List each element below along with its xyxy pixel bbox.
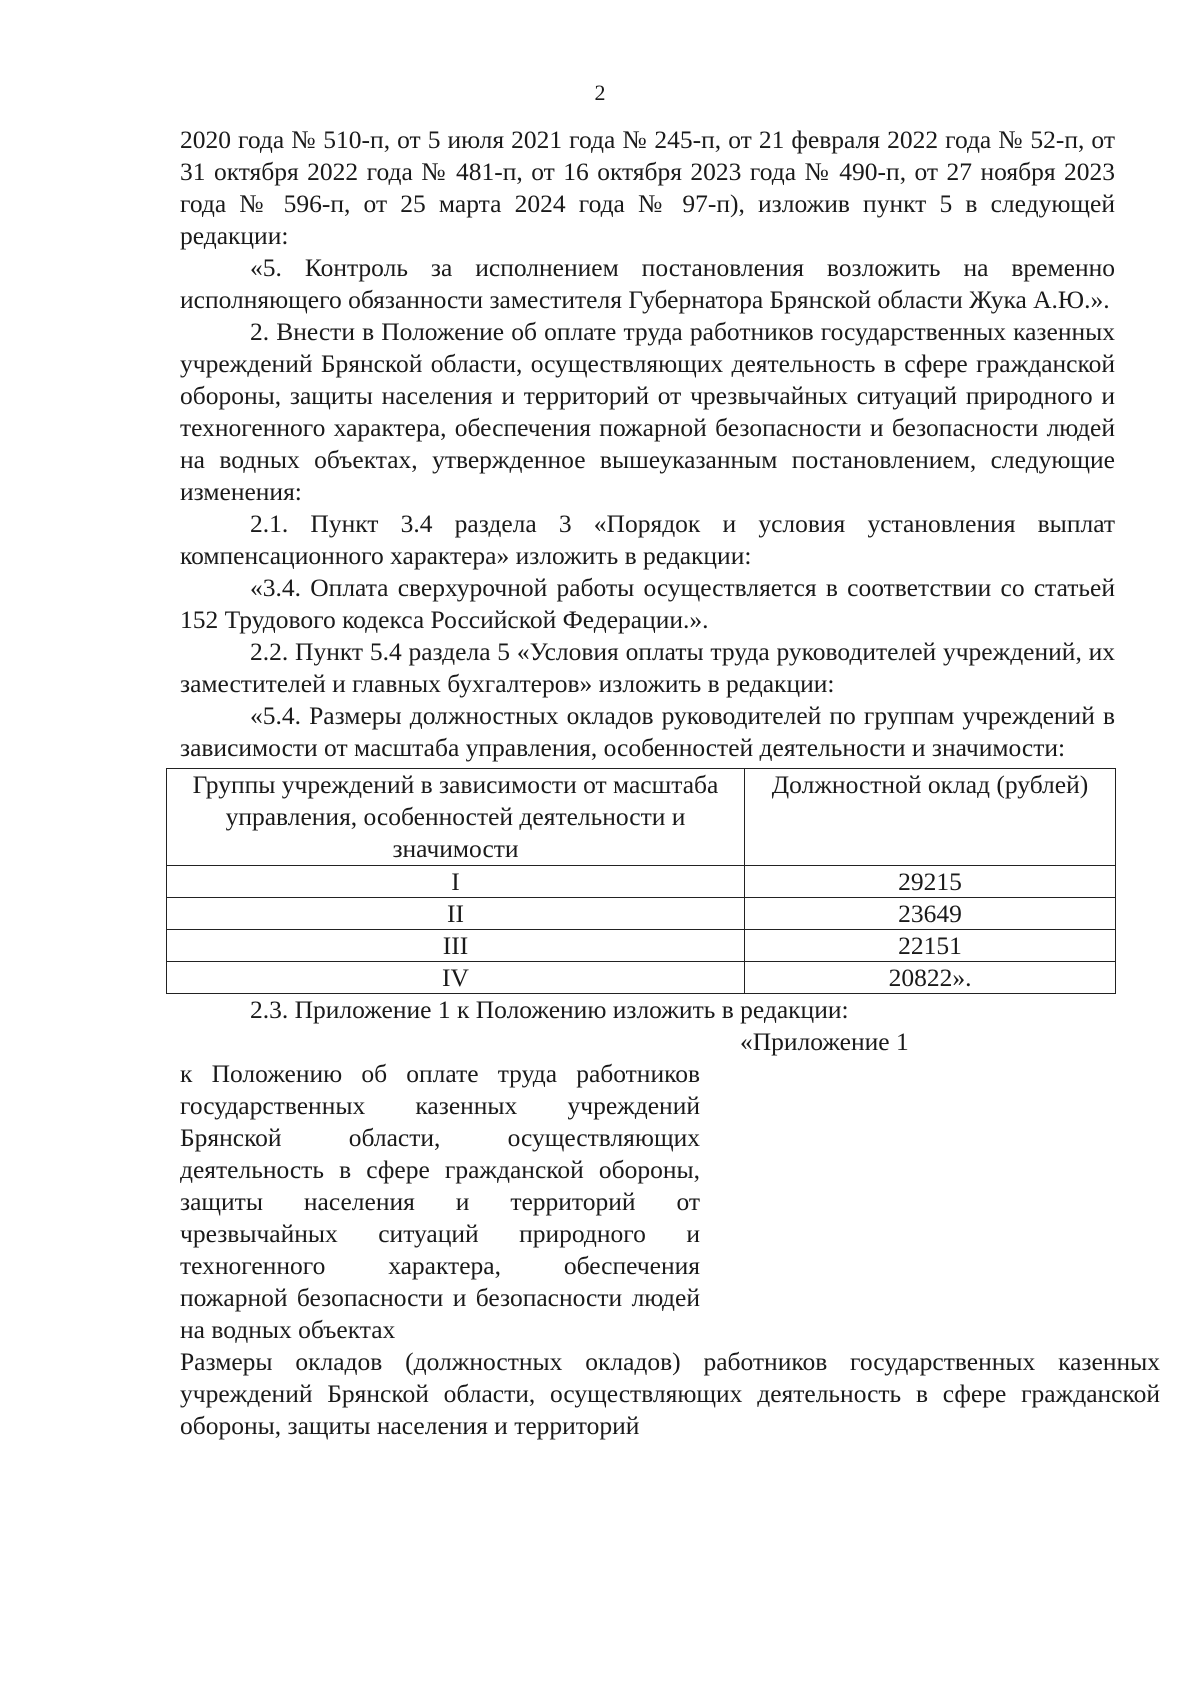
paragraph-control-clause: «5. Контроль за исполнением постановления возложить на временно исполняющего обязанности заместителя Губернатора Брянской области Жука А.Ю.». [180, 253, 1115, 314]
salary-table [166, 768, 1116, 994]
paragraph-section-2-3: 2.3. Приложение 1 к Положению изложить в редакции: [250, 995, 849, 1024]
table-row [167, 866, 1116, 898]
appendix-title: «Приложение 1 [740, 1027, 909, 1056]
table-header-row [167, 769, 1116, 866]
paragraph-section-2-2: 2.2. Пункт 5.4 раздела 5 «Условия оплаты труда руководителей учреждений, их заместителей и главных бухгалтеров» изложить в редакции: [180, 637, 1115, 698]
table-header-groups: Группы учреждений в зависимости от масштаба управления, особенностей деятельности и значимости [167, 769, 745, 866]
section-heading: Размеры окладов (должностных окладов) работников государственных казенных учреждений Брянской области, осуществляющих деятельность в сфере гражданской обороны, защиты населения и территорий [180, 1347, 1160, 1440]
table-cell-salary: 20822». [745, 962, 1116, 994]
paragraph-clause-5-4: «5.4. Размеры должностных окладов руководителей по группам учреждений в зависимости от масштаба управления, особенностей деятельности и значимости: [180, 701, 1115, 762]
table-cell-group: III [167, 930, 745, 962]
paragraph-section-2: 2. Внести в Положение об оплате труда работников государственных казенных учреждений Брянской области, осуществляющих деятельность в сфере гражданской обороны, защиты населения и территорий от чрезвычайных ситуаций природного и техногенного характера, обеспечения пожарной безопасности и безопасности людей на водных объектах, утвержденное вышеуказанным постановлением, следующие изменения: [180, 317, 1115, 506]
table-cell-salary: 29215 [745, 866, 1116, 898]
paragraph-section-2-1: 2.1. Пункт 3.4 раздела 3 «Порядок и условия установления выплат компенсационного характера» изложить в редакции: [180, 509, 1115, 570]
appendix-text: к Положению об оплате труда работников государственных казенных учреждений Брянской области, осуществляющих деятельность в сфере гражданской обороны, защиты населения и территорий от чрезвычайных ситуаций природного и техногенного характера, обеспечения пожарной безопасности и безопасности людей на водных объектах [180, 1059, 700, 1344]
document-body [180, 124, 1160, 1442]
table-cell-salary: 22151 [745, 930, 1116, 962]
table-header-salary: Должностной оклад (рублей) [745, 769, 1116, 866]
table-cell-group: I [167, 866, 745, 898]
paragraph-amendments-list: 2020 года № 510-п, от 5 июля 2021 года № 245-п, от 21 февраля 2022 года № 52-п, от 31 октября 2022 года № 481-п, от 16 октября 2023 года № 490-п, от 27 ноября 2023 года № 596-п, от 25 марта 2024 года № 97-п), изложив пункт 5 в следующей редакции: [180, 125, 1115, 250]
table-row [167, 962, 1116, 994]
table-cell-salary: 23649 [745, 898, 1116, 930]
paragraph-clause-3-4: «3.4. Оплата сверхурочной работы осуществляется в соответствии со статьей 152 Трудового кодекса Российской Федерации.». [180, 573, 1115, 634]
table-row [167, 930, 1116, 962]
table-cell-group: II [167, 898, 745, 930]
table-cell-group: IV [167, 962, 745, 994]
page-number: 2 [594, 80, 606, 105]
table-row [167, 898, 1116, 930]
